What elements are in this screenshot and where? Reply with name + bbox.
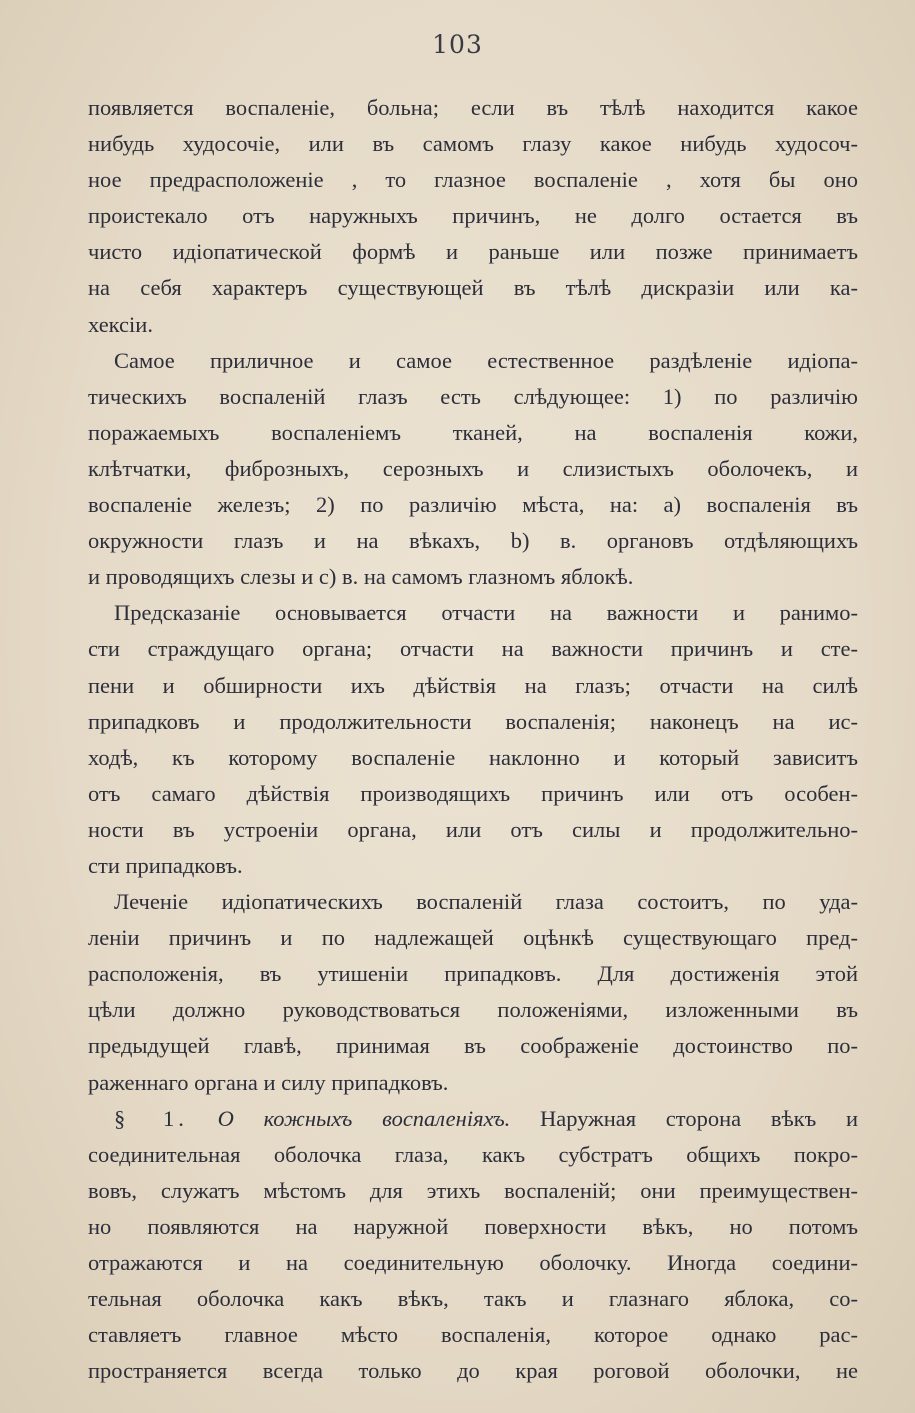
text-line: воспаленіе железъ; 2) по различію мѣста, на: a) воспаленія въ xyxy=(88,492,858,518)
section-first-line-text: Наружная сторона вѣкъ и xyxy=(540,1105,858,1131)
text-line: цѣли должно руководствоваться положеніями, изложенными въ xyxy=(88,997,858,1023)
text-line: соединительная оболочка глаза, какъ субстратъ общихъ покро- xyxy=(88,1141,858,1167)
text-line: ное предрасположеніе , то глазное воспаленіе , хотя бы оно xyxy=(88,167,858,193)
text-line: ставляетъ главное мѣсто воспаленія, которое однако рас- xyxy=(88,1322,858,1348)
section-title: О кожныхъ воспаленіяхъ. xyxy=(217,1105,511,1131)
text-line: ходѣ, къ которому воспаленіе наклонно и который зависитъ xyxy=(88,744,858,770)
main-paragraphs xyxy=(88,90,858,1101)
text-line: расположенія, въ утишеніи припадковъ. Для достиженія этой xyxy=(88,961,858,987)
text-line: нибудь худосочіе, или въ самомъ глазу какое нибудь худосоч- xyxy=(88,131,858,157)
text-line: Предсказаніе основывается отчасти на важности и ранимо- xyxy=(114,600,858,626)
text-line: пространяется всегда только до края роговой оболочки, не xyxy=(88,1358,858,1384)
text-line: на себя характеръ существующей въ тѣлѣ дискразіи или ка- xyxy=(88,275,858,301)
text-line: хексіи. xyxy=(88,311,153,337)
text-line: появляется воспаленіе, больна; если въ тѣлѣ находится какое xyxy=(88,95,858,120)
text-line: тельная оболочка какъ вѣкъ, такъ и глазнаго яблока, со- xyxy=(88,1286,858,1312)
text-line: ности въ устроеніи органа, или отъ силы и продолжительно- xyxy=(88,816,858,842)
text-line: предыдущей главѣ, принимая въ соображеніе достоинство по- xyxy=(88,1033,858,1059)
text-line: проистекало отъ наружныхъ причинъ, не долго остается въ xyxy=(88,203,858,229)
text-line: но появляются на наружной поверхности вѣкъ, но потомъ xyxy=(88,1213,858,1239)
text-line: леніи причинъ и по надлежащей оцѣнкѣ существующаго пред- xyxy=(88,925,858,951)
text-line: отражаются и на соединительную оболочку. Иногда соедини- xyxy=(88,1250,858,1275)
section-heading-line xyxy=(88,1101,858,1137)
text-line: окружности глазъ и на вѣкахъ, b) в. органовъ отдѣляющихъ xyxy=(88,528,858,554)
text-line: отъ самаго дѣйствія производящихъ причинъ или отъ особен- xyxy=(88,780,858,806)
text-line: пени и обширности ихъ дѣйствія на глазъ; отчасти на силѣ xyxy=(88,672,858,698)
text-line: сти припадковъ. xyxy=(88,852,243,878)
text-line: Леченіе идіопатическихъ воспаленій глаза состоитъ, по уда- xyxy=(114,889,858,915)
text-line: Самое приличное и самое естественное раздѣленіе идіопа- xyxy=(114,347,858,373)
text-line: и проводящихъ слезы и c) в. на самомъ глазномъ яблокѣ. xyxy=(88,564,634,590)
section-sign: § 1. xyxy=(114,1105,188,1131)
text-line: вовъ, служатъ мѣстомъ для этихъ воспаленій; они преимуществен- xyxy=(88,1177,858,1203)
text-line: припадковъ и продолжительности воспаленія; наконецъ на ис- xyxy=(88,708,858,734)
text-line: чисто идіопатической формѣ и раньше или позже принимаетъ xyxy=(88,239,858,265)
page-number: 103 xyxy=(432,30,483,59)
text-line: клѣтчатки, фиброзныхъ, серозныхъ и слизистыхъ оболочекъ, и xyxy=(88,455,858,481)
text-line: сти страждущаго органа; отчасти на важности причинъ и сте- xyxy=(88,636,858,662)
section-paragraph xyxy=(88,1137,858,1390)
text-line: тическихъ воспаленій глазъ есть слѣдующее: 1) по различію xyxy=(88,383,858,409)
text-line: раженнаго органа и силу припадковъ. xyxy=(88,1069,449,1095)
body-text xyxy=(88,90,858,1389)
text-line: поражаемыхъ воспаленіемъ тканей, на воспаленія кожи, xyxy=(88,419,858,445)
